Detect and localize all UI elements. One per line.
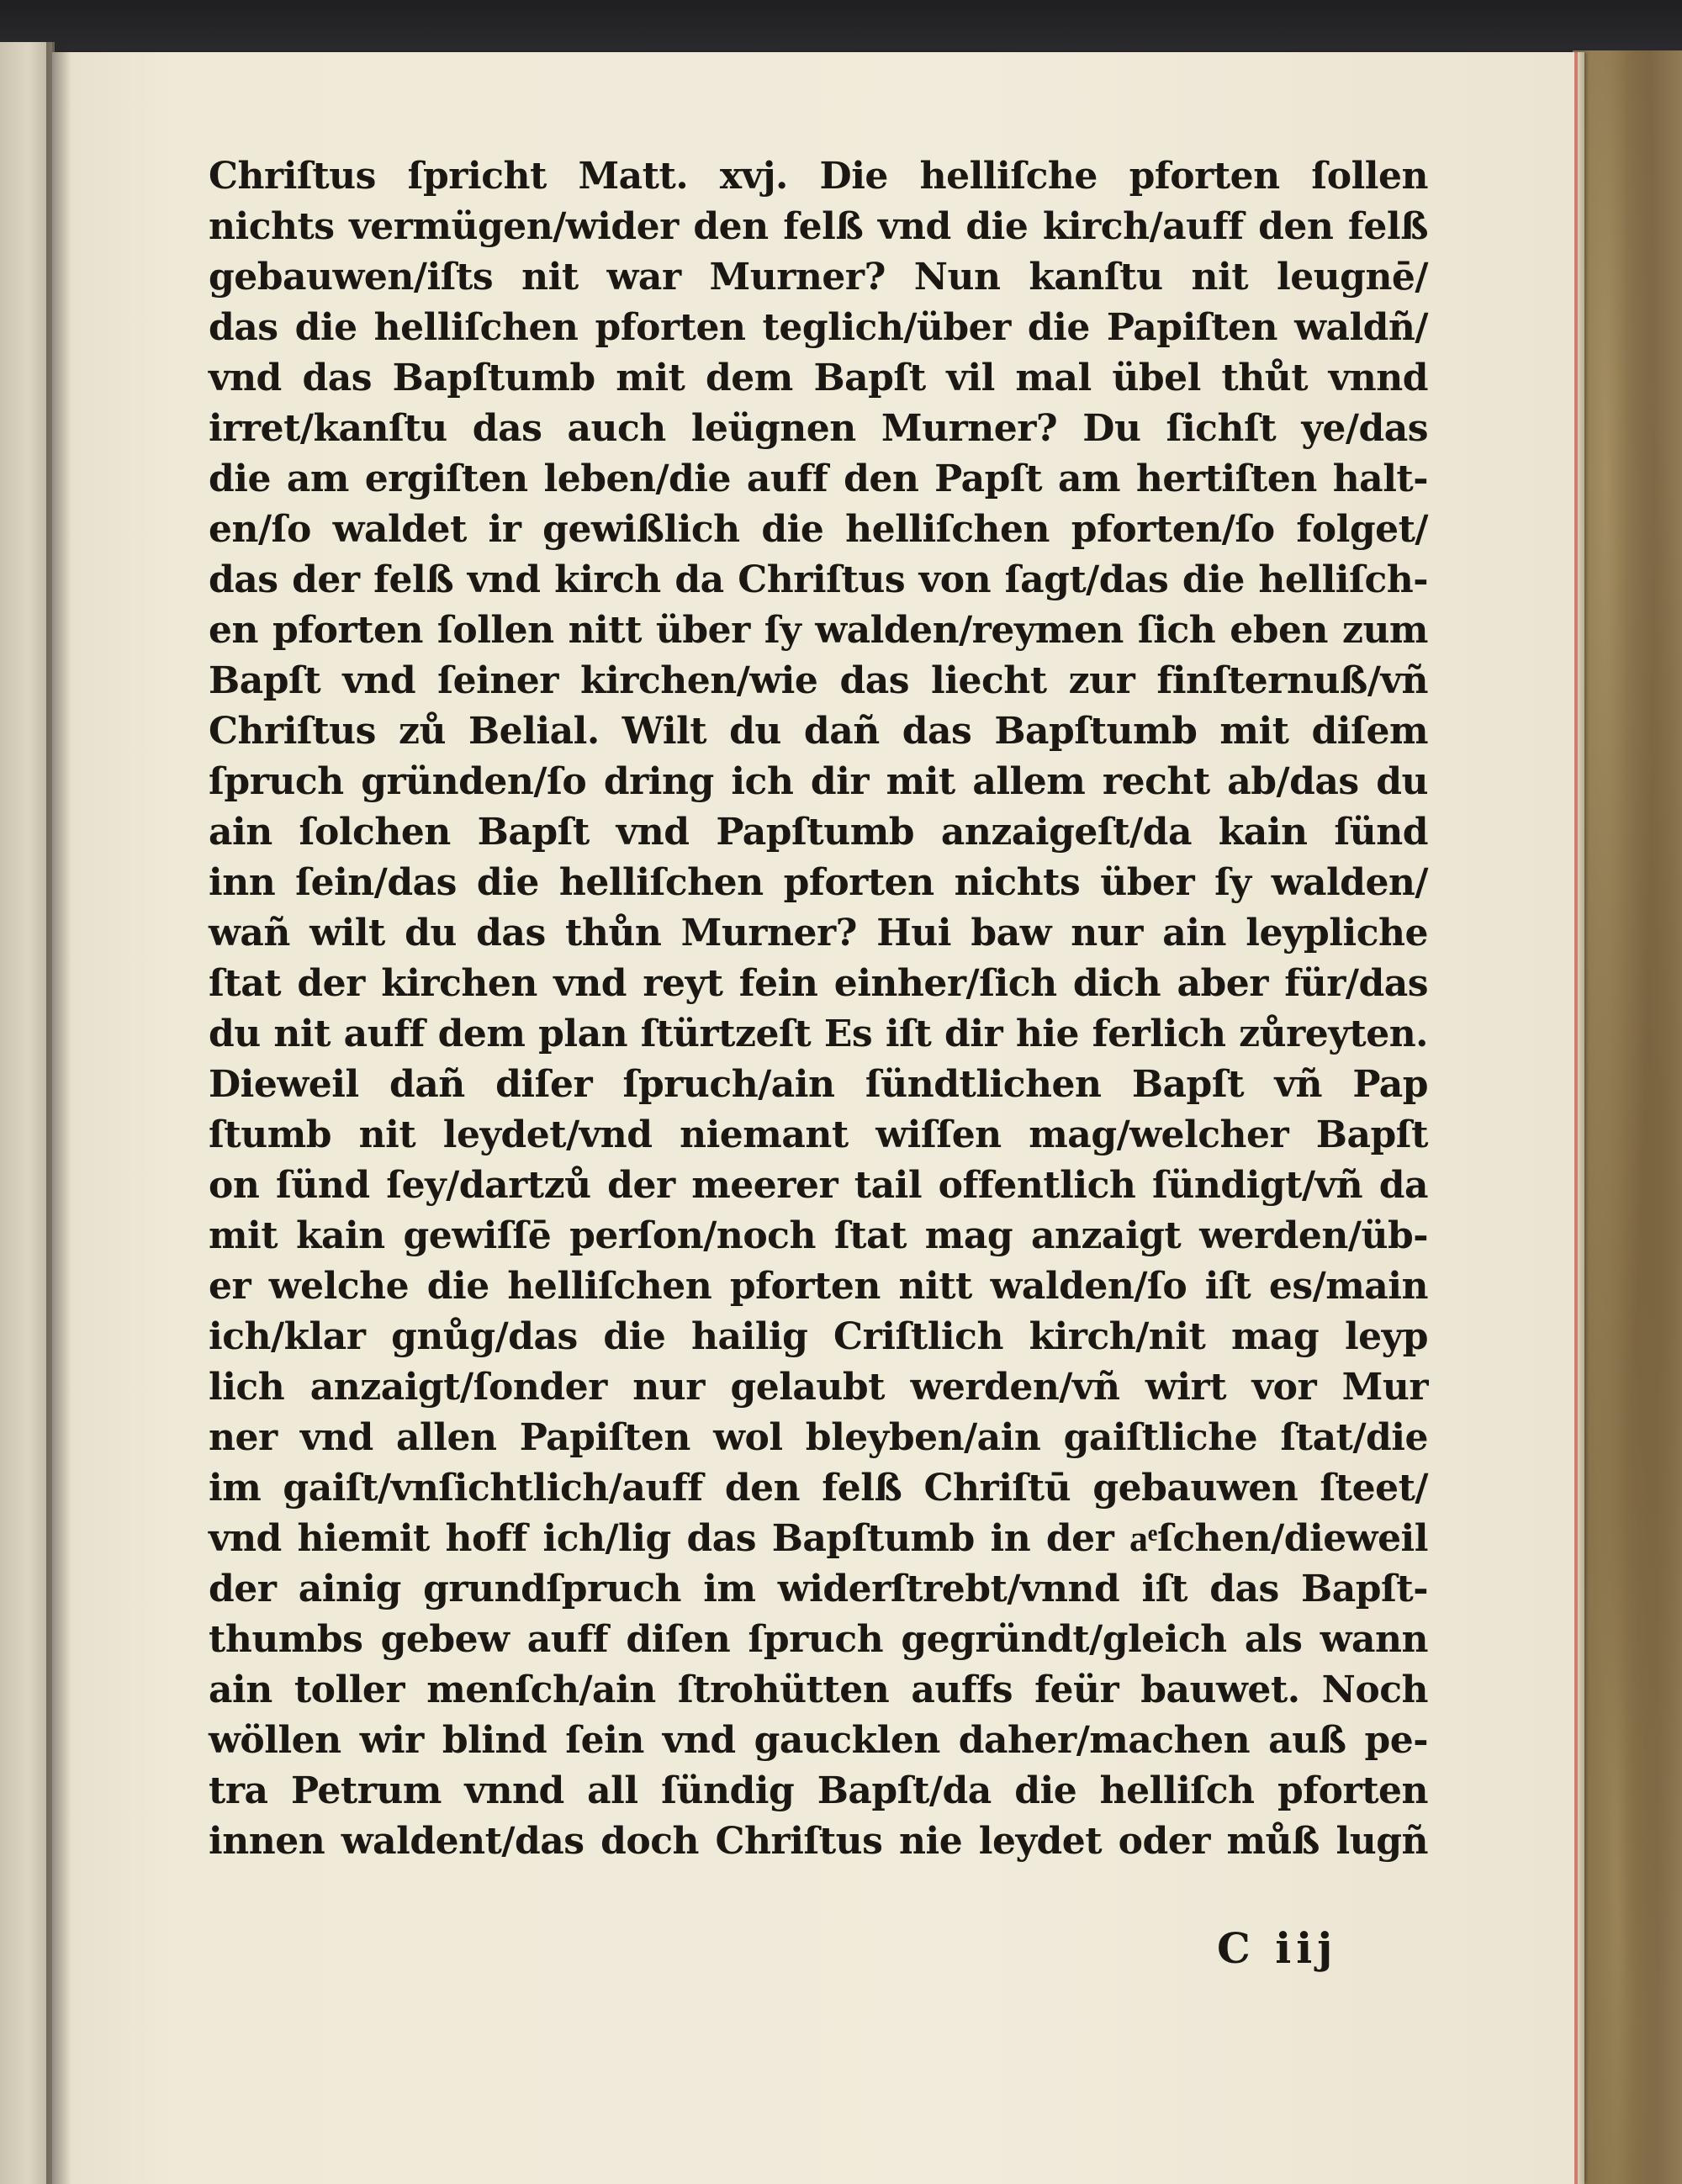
text-line: ſpruch gründen/ſo dring ich dir mit allem recht ab/das du (209, 760, 1428, 803)
text-line: nichts vermügen/wider den felß vnd die kirch/auff den felß (209, 205, 1428, 248)
page-fore-edge (1578, 52, 1584, 2184)
text-line: das der felß vnd kirch da Chriſtus von ſagt/das die helliſch- (209, 558, 1428, 601)
book-page (52, 52, 1584, 2184)
text-line: Bapſt vnd ſeiner kirchen/wie das liecht zur finſternuß/vñ (209, 659, 1428, 702)
text-line: lich anzaigt/ſonder nur gelaubt werden/vñ wirt vor Mur (209, 1366, 1428, 1409)
backdrop (0, 0, 1682, 59)
text-line: ich/klar gnůg/das die hailig Criſtlich kirch/nit mag leyp (209, 1315, 1428, 1358)
red-edge (1574, 52, 1578, 2184)
text-line: en/ſo waldet ir gewißlich die helliſchen pforten/ſo folget/ (209, 508, 1428, 551)
text-line: der ainig grundſpruch im widerſtrebt/vnnd iſt das Bapſt- (209, 1568, 1428, 1610)
text-line: wöllen wir blind ſein vnd gaucklen daher/machen auß pe- (209, 1719, 1428, 1762)
text-line: on ſünd ſey/dartzů der meerer tail offentlich ſündigt/vñ da (209, 1164, 1428, 1207)
text-line: ain ſolchen Bapſt vnd Papſtumb anzaigeſt/da kain ſünd (209, 811, 1428, 854)
text-line: ſtat der kirchen vnd reyt fein einher/ſich dich aber für/das (209, 962, 1428, 1005)
signature-mark: C iij (1217, 1923, 1338, 1973)
text-line: vnd hiemit hoff ich/lig das Bapſtumb in der aͤſchen/dieweil (209, 1517, 1428, 1560)
text-line: wañ wilt du das thůn Murner? Hui baw nur ain leypliche (209, 912, 1428, 955)
text-line: ner vnd allen Papiſten wol bleyben/ain gaiſtliche ſtat/die (209, 1416, 1428, 1459)
text-line: gebauwen/iſts nit war Murner? Nun kanſtu nit leugnē/ (209, 256, 1428, 299)
marbled-board (1573, 50, 1682, 2184)
gutter-shadow (46, 42, 71, 2184)
text-line: das die helliſchen pforten teglich/über die Papiſten waldñ/ (209, 306, 1428, 349)
text-line: Chriſtus ſpricht Matt. xvj. Die helliſche pforten ſollen (209, 155, 1428, 198)
text-line: mit kain gewiſſē perſon/noch ſtat mag anzaigt werden/üb- (209, 1214, 1428, 1257)
text-line: Dieweil dañ diſer ſpruch/ain ſündtlichen Bapſt vñ Pap (209, 1063, 1428, 1106)
text-line: Chriſtus zů Belial. Wilt du dañ das Bapſtumb mit diſem (209, 710, 1428, 753)
text-line: die am ergiſten leben/die auff den Papſt am hertiſten halt- (209, 457, 1428, 500)
text-line: tra Petrum vnnd all ſündig Bapſt/da die helliſch pforten (209, 1769, 1428, 1812)
text-line: thumbs gebew auff diſen ſpruch gegründt/gleich als wann (209, 1618, 1428, 1661)
text-line: ſtumb nit leydet/vnd niemant wiſſen mag/welcher Bapſt (209, 1113, 1428, 1156)
text-line: er welche die helliſchen pforten nitt walden/ſo iſt es/main (209, 1265, 1428, 1308)
text-line: innen waldent/das doch Chriſtus nie leydet oder můß lugñ (209, 1820, 1428, 1863)
text-line: en pforten ſollen nitt über ſy walden/reymen ſich eben zum (209, 609, 1428, 652)
text-line: im gaiſt/vnſichtlich/auff den felß Chriſtū gebauwen ſteet/ (209, 1467, 1428, 1510)
text-line: irret/kanſtu das auch leügnen Murner? Du ſichſt ye/das (209, 407, 1428, 450)
text-line: inn ſein/das die helliſchen pforten nichts über ſy walden/ (209, 861, 1428, 904)
text-line: ain toller menſch/ain ſtrohütten auffs feür bauwet. Noch (209, 1668, 1428, 1711)
text-block (209, 151, 1428, 1867)
text-line: du nit auff dem plan ſtürtzeſt Es iſt dir hie ferlich zůreyten. (209, 1013, 1428, 1055)
text-line: vnd das Bapſtumb mit dem Bapſt vil mal übel thůt vnnd (209, 357, 1428, 399)
